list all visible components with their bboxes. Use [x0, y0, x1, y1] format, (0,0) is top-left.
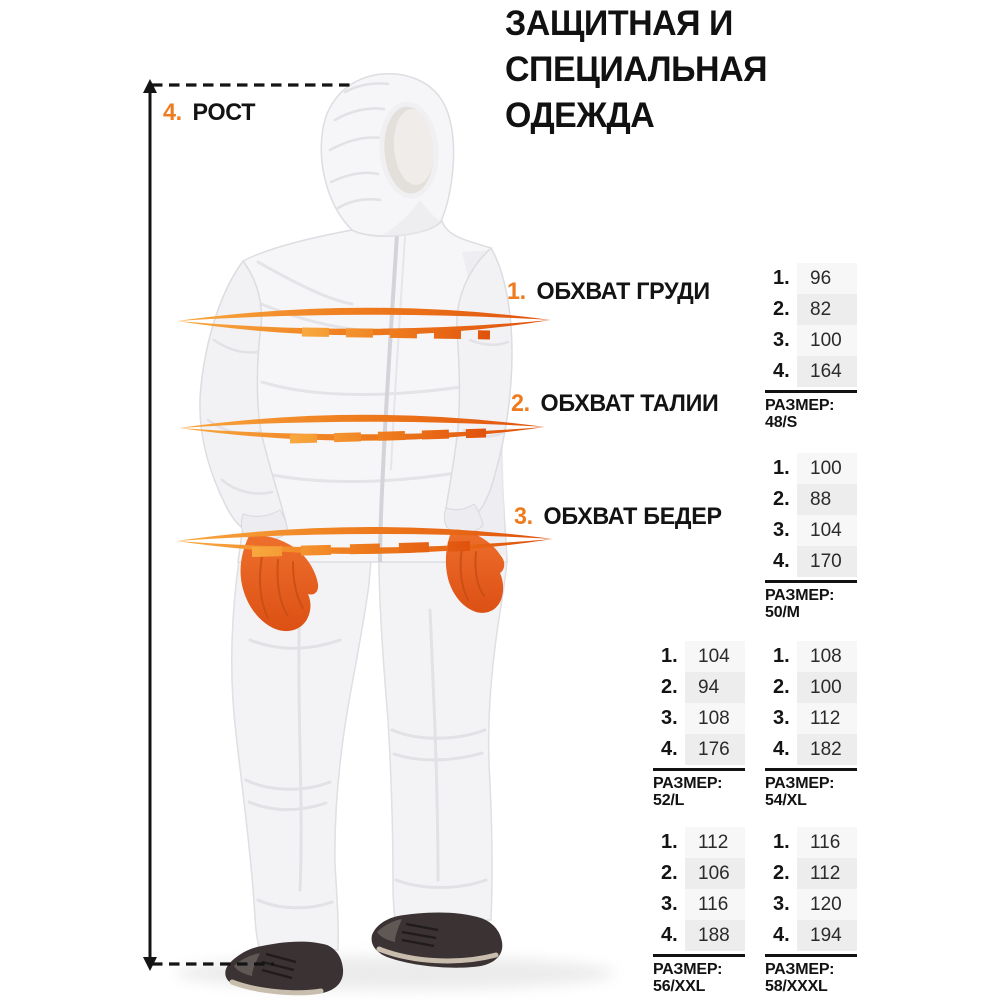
size-value: 56/XXL [653, 978, 706, 995]
size-word: РАЗМЕР: [653, 775, 723, 792]
size-table-54xl [765, 641, 857, 809]
row-number: 2. [773, 488, 790, 510]
row-value: 108 [797, 641, 857, 672]
table-row [765, 889, 857, 920]
row-value: 112 [797, 703, 857, 734]
label-waist [511, 390, 718, 418]
row-number: 3. [773, 329, 790, 351]
table-row [765, 703, 857, 734]
label-height-text: РОСТ [192, 99, 256, 126]
row-value: 116 [685, 889, 745, 920]
row-number: 3. [773, 519, 790, 541]
row-value: 112 [685, 827, 745, 858]
page-title [505, 1, 767, 139]
size-table-50m [765, 453, 857, 621]
label-height [163, 99, 255, 127]
row-value: 100 [797, 453, 857, 484]
size-caption [653, 775, 745, 809]
row-value: 94 [685, 672, 745, 703]
row-number: 2. [773, 298, 790, 320]
table-row [765, 263, 857, 294]
row-value: 170 [797, 546, 857, 577]
row-number: 2. [661, 676, 678, 698]
row-number: 1. [773, 457, 790, 479]
size-word: РАЗМЕР: [765, 587, 835, 604]
label-hips-text: ОБХВАТ БЕДЕР [543, 503, 722, 530]
row-number: 4. [773, 550, 790, 572]
table-divider [765, 390, 857, 393]
row-value: 100 [797, 325, 857, 356]
label-height-number: 4. [163, 99, 182, 126]
size-value: 52/L [653, 792, 685, 809]
table-row [653, 827, 745, 858]
label-hips-number: 3. [514, 503, 533, 530]
row-value: 106 [685, 858, 745, 889]
row-value: 182 [797, 734, 857, 765]
row-value: 104 [685, 641, 745, 672]
title-line-1: ЗАЩИТНАЯ И [505, 4, 733, 43]
row-number: 2. [773, 676, 790, 698]
table-row [653, 858, 745, 889]
size-word: РАЗМЕР: [765, 775, 835, 792]
table-divider [653, 954, 745, 957]
table-row [653, 703, 745, 734]
label-waist-number: 2. [511, 390, 530, 417]
row-number: 2. [661, 862, 678, 884]
table-row [765, 672, 857, 703]
row-number: 1. [661, 645, 678, 667]
size-value: 50/M [765, 604, 800, 621]
row-number: 2. [773, 862, 790, 884]
title-line-3: ОДЕЖДА [505, 96, 655, 135]
size-word: РАЗМЕР: [765, 397, 835, 414]
hood [321, 74, 453, 237]
table-row [765, 546, 857, 577]
left-shoe [225, 942, 343, 995]
row-number: 3. [661, 893, 678, 915]
size-value: 58/XXXL [765, 978, 828, 995]
size-caption [765, 587, 857, 621]
row-number: 1. [773, 267, 790, 289]
size-value: 54/XL [765, 792, 807, 809]
row-value: 96 [797, 263, 857, 294]
table-divider [653, 768, 745, 771]
table-row [765, 920, 857, 951]
row-number: 4. [773, 738, 790, 760]
row-value: 88 [797, 484, 857, 515]
row-value: 176 [685, 734, 745, 765]
table-row [653, 889, 745, 920]
label-waist-text: ОБХВАТ ТАЛИИ [540, 390, 719, 417]
table-row [765, 294, 857, 325]
size-caption [765, 775, 857, 809]
size-table-52l [653, 641, 745, 809]
label-chest-text: ОБХВАТ ГРУДИ [536, 278, 710, 305]
row-value: 164 [797, 356, 857, 387]
table-row [765, 484, 857, 515]
row-number: 3. [773, 893, 790, 915]
table-row [765, 641, 857, 672]
row-value: 104 [797, 515, 857, 546]
label-hips [514, 503, 722, 531]
row-value: 108 [685, 703, 745, 734]
row-value: 100 [797, 672, 857, 703]
size-caption [653, 961, 745, 995]
table-row [653, 641, 745, 672]
label-chest-number: 1. [507, 278, 526, 305]
table-row [765, 356, 857, 387]
table-row [765, 827, 857, 858]
size-table-58xxxl [765, 827, 857, 995]
row-value: 82 [797, 294, 857, 325]
row-value: 194 [797, 920, 857, 951]
size-word: РАЗМЕР: [653, 961, 723, 978]
table-row [765, 325, 857, 356]
row-value: 120 [797, 889, 857, 920]
row-number: 4. [661, 924, 678, 946]
row-value: 112 [797, 858, 857, 889]
size-caption [765, 961, 857, 995]
row-value: 188 [685, 920, 745, 951]
row-number: 3. [773, 707, 790, 729]
row-number: 3. [661, 707, 678, 729]
table-row [653, 734, 745, 765]
size-word: РАЗМЕР: [765, 961, 835, 978]
row-number: 4. [773, 924, 790, 946]
table-divider [765, 580, 857, 583]
row-number: 1. [773, 645, 790, 667]
table-row [765, 858, 857, 889]
row-number: 4. [773, 360, 790, 382]
table-divider [765, 954, 857, 957]
table-row [765, 453, 857, 484]
size-table-56xxl [653, 827, 745, 995]
size-table-48s [765, 263, 857, 431]
row-number: 1. [773, 831, 790, 853]
title-line-2: СПЕЦИАЛЬНАЯ [505, 50, 768, 89]
table-row [765, 734, 857, 765]
table-row [653, 672, 745, 703]
table-row [765, 515, 857, 546]
size-value: 48/S [765, 414, 798, 431]
table-row [653, 920, 745, 951]
row-value: 116 [797, 827, 857, 858]
row-number: 4. [661, 738, 678, 760]
label-chest [507, 278, 710, 306]
table-divider [765, 768, 857, 771]
size-caption [765, 397, 857, 431]
row-number: 1. [661, 831, 678, 853]
